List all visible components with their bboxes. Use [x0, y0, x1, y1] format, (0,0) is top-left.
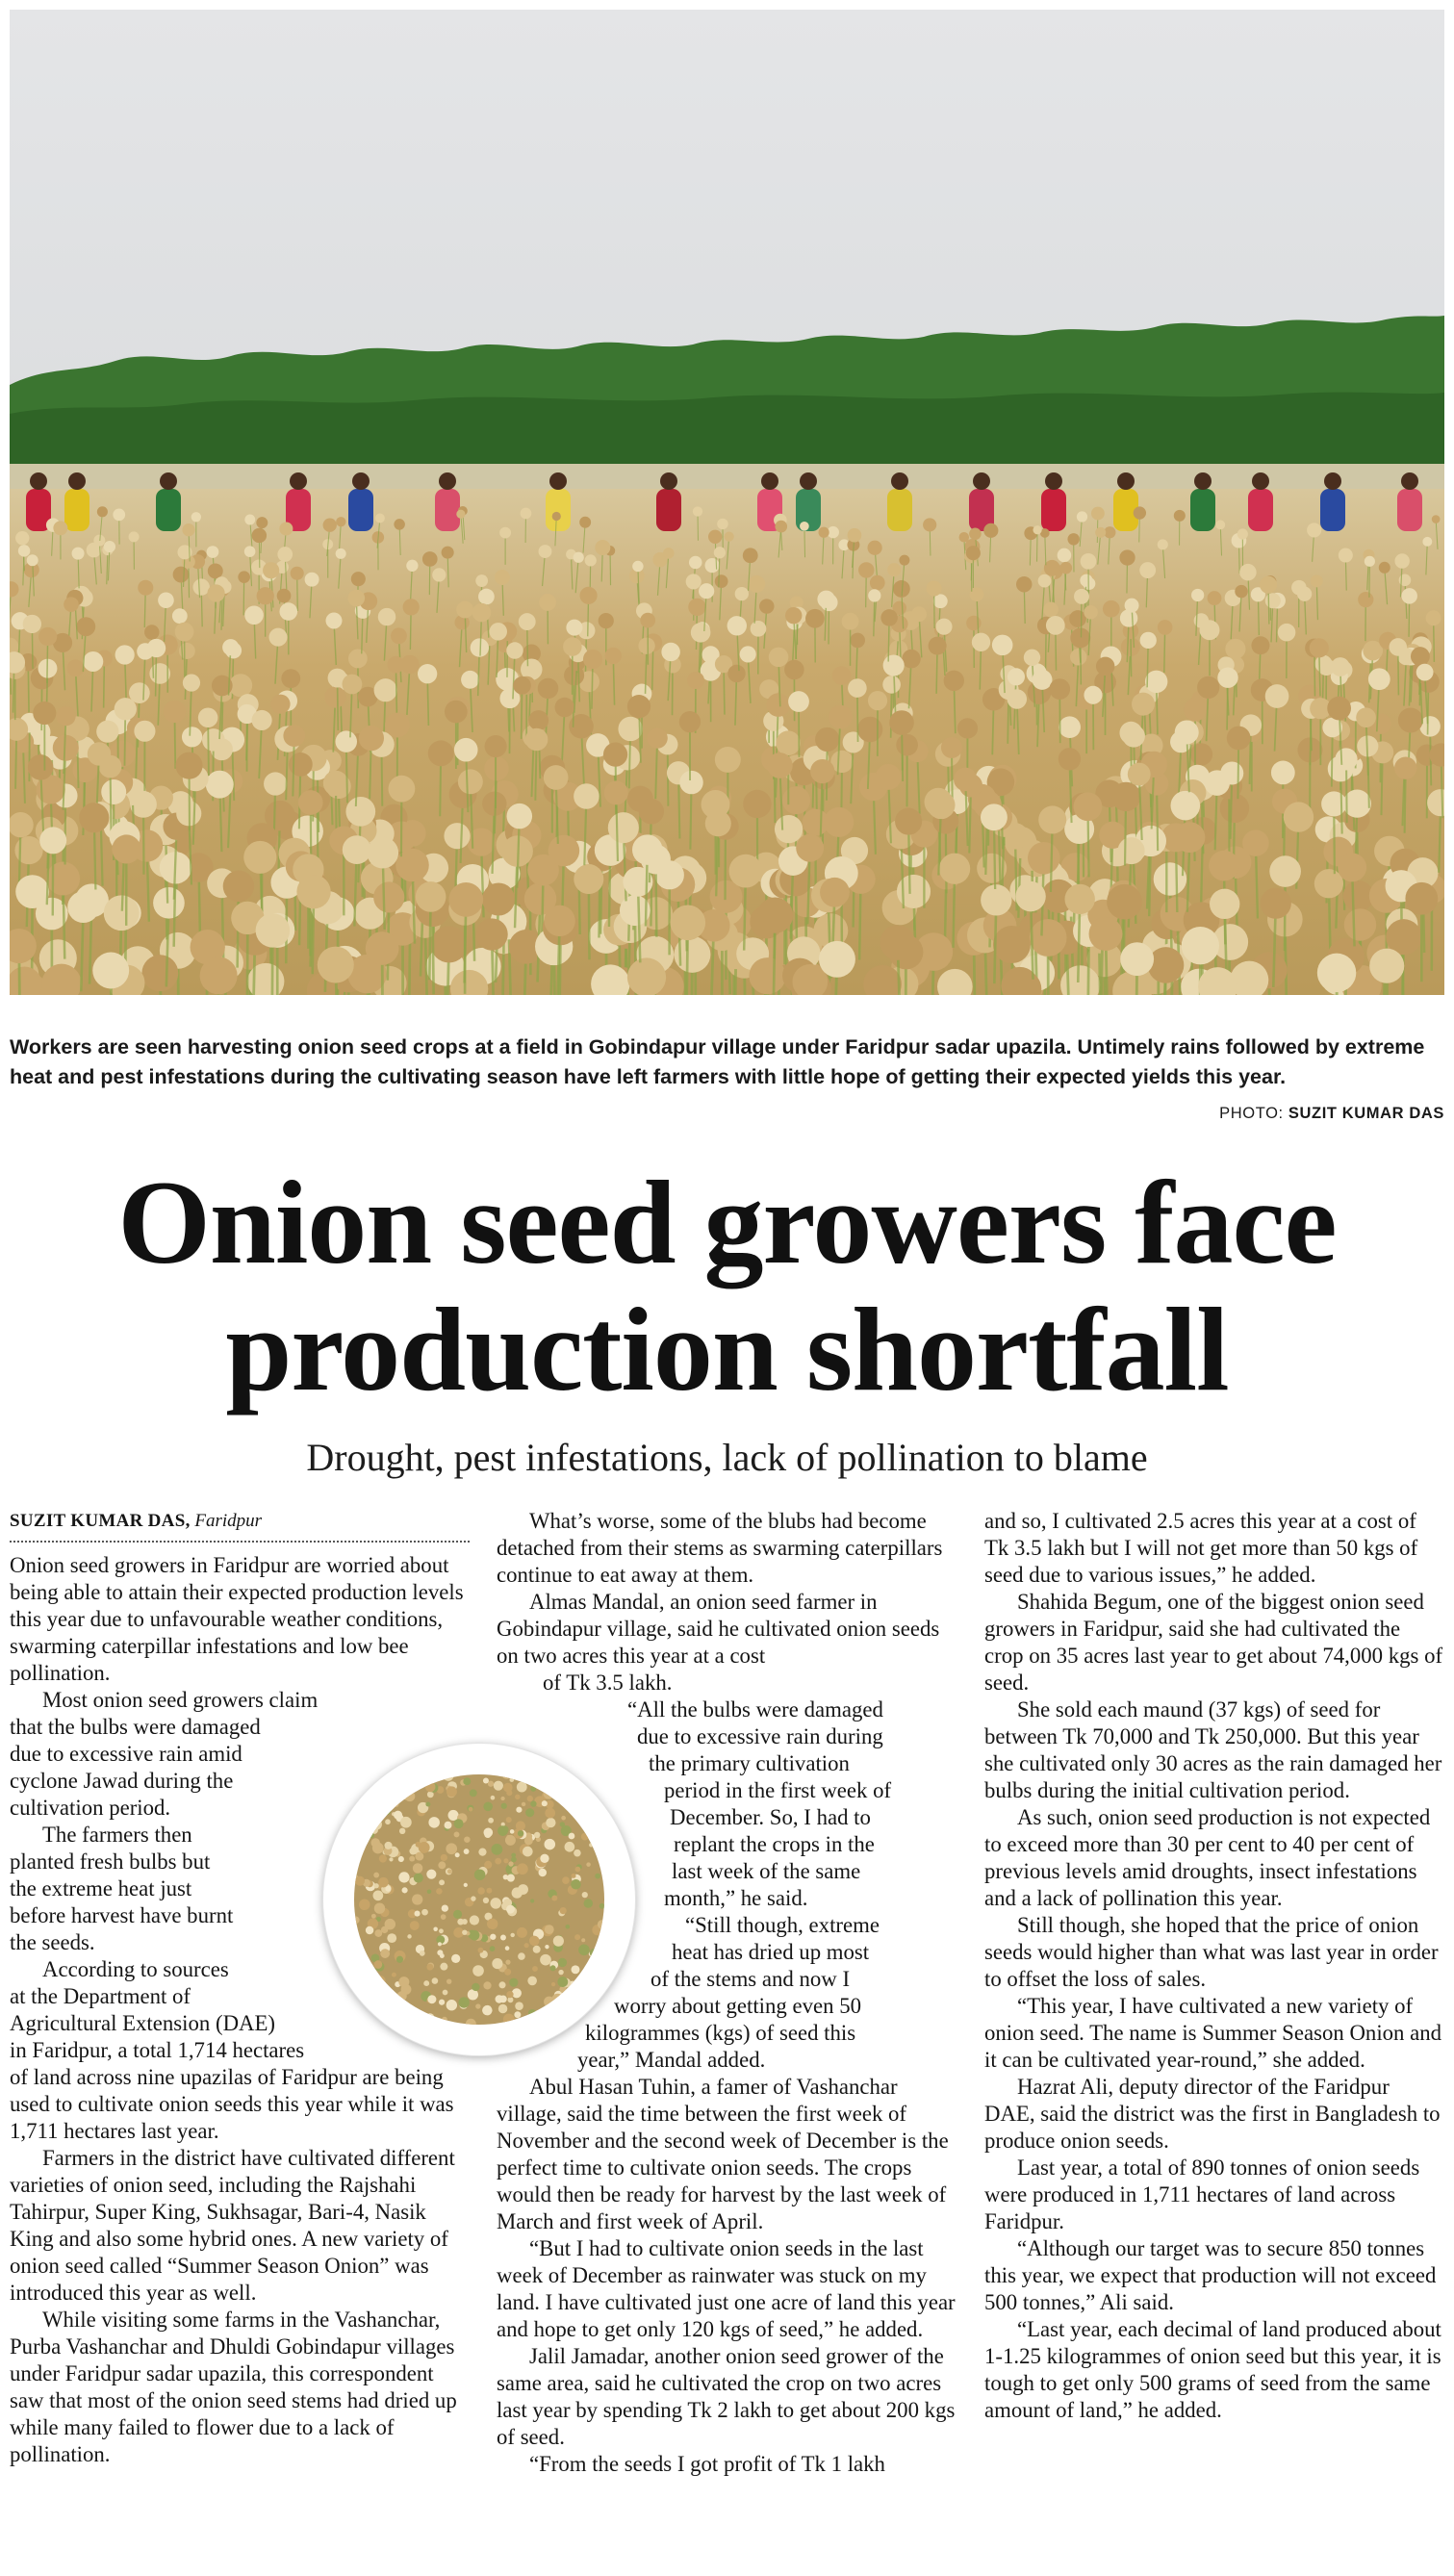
paragraph: Shahida Begum, one of the biggest onion seed growers in Faridpur, said she had cultivated the crop on 35 acres last year to get about 74,000 kgs of seed.: [984, 1590, 1443, 1695]
headline-line-1: Onion seed growers face: [117, 1157, 1337, 1288]
paragraph: of land across nine upazilas of Faridpur are being used to cultivate onion seeds this year while it was 1,711 hectares last year.: [10, 2065, 454, 2143]
paragraph-line: the seeds.: [10, 1930, 95, 1954]
paragraph: While visiting some farms in the Vashanchar, Purba Vashanchar and Dhuldi Gobindapur villages under Faridpur sadar upazila, this correspondent saw that most of the onion seed stems had dried up while many failed to flower due to a lack of pollination.: [10, 2308, 457, 2466]
main-photo: [10, 10, 1444, 995]
paragraph-line: the extreme heat just: [10, 1876, 192, 1900]
inset-photo: [354, 1774, 604, 2025]
paragraph-line: in Faridpur, a total 1,714 hectares: [10, 2038, 305, 2062]
paragraph: Last year, a total of 890 tonnes of onion seeds were produced in 1,711 hectares of land across Faridpur.: [984, 2155, 1420, 2233]
paragraph-line: worry about getting even 50: [614, 1994, 862, 2018]
article-column-3: [984, 1508, 1444, 2424]
paragraph: “But I had to cultivate onion seeds in the last week of December as rainwater was stuck on my land. I have cultivated just one acre of land this year and hope to get only 120 kgs of seed,” he added.: [497, 2236, 956, 2341]
paragraph-line: December. So, I had to: [670, 1805, 871, 1829]
paragraph-line: due to excessive rain during: [637, 1724, 883, 1748]
paragraph-line: due to excessive rain amid: [10, 1742, 242, 1766]
paragraph-line: at the Department of: [10, 1984, 191, 2008]
paragraph: Abul Hasan Tuhin, a famer of Vashanchar village, said the time between the first week of November and the second week of December is the perfect time to cultivate onion seeds. The crops would then be ready for harvest by the last week of March and first week of April.: [497, 2075, 949, 2233]
paragraph-line: “Still though, extreme: [685, 1913, 880, 1937]
subheadline: Drought, pest infestations, lack of pollination to blame: [306, 1436, 1148, 1479]
paragraph: and so, I cultivated 2.5 acres this year at a cost of Tk 3.5 lakh but I will not get more than 50 kgs of seed due to various issues,” he added.: [984, 1509, 1418, 1587]
paragraph: Hazrat Ali, deputy director of the Faridpur DAE, said the district was the first in Bangladesh to produce onion seeds.: [984, 2075, 1441, 2153]
paragraph-line: period in the first week of: [664, 1778, 892, 1802]
paragraph-line: that the bulbs were damaged: [10, 1715, 261, 1739]
paragraph-line: kilogrammes (kgs) of seed this: [585, 2021, 856, 2045]
paragraph: Farmers in the district have cultivated different varieties of onion seed, including the Rajshahi Tahirpur, Super King, Sukhsagar, Bari-4, Nasik King and also some hybrid ones. A new variety of onion seed called “Summer Season Onion” was introduced this year as well.: [10, 2146, 455, 2305]
paragraph-line: before harvest have burnt: [10, 1903, 234, 1927]
paragraph-line: “All the bulbs were damaged: [627, 1697, 883, 1722]
headline-line-2: production shortfall: [225, 1284, 1229, 1416]
paragraph: Still though, she hoped that the price of onion seeds would higher than what was last year in order to offset the loss of sales.: [984, 1913, 1439, 1991]
paragraph-line: of the stems and now I: [650, 1967, 851, 1991]
paragraph: “From the seeds I got profit of Tk 1 lakh: [529, 2452, 885, 2476]
inset-photo-frame: [323, 1744, 635, 2055]
paragraph-line: planted fresh bulbs but: [10, 1849, 211, 1874]
photo-credit-label: PHOTO:: [1219, 1105, 1284, 1122]
photo-credit-name: SUZIT KUMAR DAS: [1288, 1105, 1444, 1122]
paragraph: “Last year, each decimal of land produced about 1-1.25 kilogrammes of onion seed but this year, it is tough to get only 500 grams of seed from the same amount of land,” he added.: [984, 2317, 1441, 2422]
paragraph-line: year,” Mandal added.: [577, 2048, 766, 2072]
photo-credit: [1219, 1105, 1444, 1123]
paragraph: She sold each maund (37 kgs) of seed for between Tk 70,000 and Tk 250,000. But this year she cultivated only 30 acres as the rain damaged her bulbs during the initial cultivation period.: [984, 1697, 1442, 1802]
photo-caption: Workers are seen harvesting onion seed crops at a field in Gobindapur village under Faridpur sadar upazila. Untimely rains followed by extreme heat and pest infestations during the cultivating season have left farmers with little hope of getting their expected yields this year.: [10, 1035, 1425, 1088]
paragraph: As such, onion seed production is not expected to exceed more than 30 per cent to 40 per cent of previous levels amid droughts, insect infestations and a lack of pollination this year.: [984, 1805, 1431, 1910]
byline-location: Faridpur: [194, 1511, 263, 1531]
paragraph-line: the primary cultivation: [649, 1751, 850, 1775]
paragraph-line: replant the crops in the: [674, 1832, 875, 1856]
paragraph-line: According to sources: [42, 1957, 229, 1981]
onion-field-photo: [10, 10, 1444, 995]
headline: [0, 1157, 1454, 1416]
paragraph-line: Most onion seed growers claim: [42, 1688, 319, 1712]
paragraph-line: The farmers then: [42, 1823, 192, 1847]
paragraph-line: heat has dried up most: [672, 1940, 870, 1964]
paragraph-line: Agricultural Extension (DAE): [10, 2011, 276, 2035]
byline-author: SUZIT KUMAR DAS,: [10, 1511, 191, 1531]
inset-onion-field-photo: [354, 1774, 604, 2025]
paragraph-line: last week of the same: [672, 1859, 861, 1883]
paragraph: What’s worse, some of the blubs had become detached from their stems as swarming caterpillars continue to eat away at them.: [497, 1509, 943, 1587]
paragraph-line: cultivation period.: [10, 1796, 171, 1820]
paragraph: “This year, I have cultivated a new variety of onion seed. The name is Summer Season Onion and it can be cultivated year-round,” she added.: [984, 1994, 1442, 2072]
paragraph: Jalil Jamadar, another onion seed grower of the same area, said he cultivated the crop on two acres last year by spending Tk 2 lakh to get about 200 kgs of seed.: [497, 2344, 956, 2449]
paragraph: Almas Mandal, an onion seed farmer in Gobindapur village, said he cultivated onion seeds on two acres this year at a cost: [497, 1590, 940, 1668]
paragraph-line: month,” he said.: [664, 1886, 808, 1910]
byline: [10, 1508, 470, 1543]
paragraph: Onion seed growers in Faridpur are worried about being able to attain their expected production levels this year due to unfavourable weather conditions, swarming caterpillar infestations and low bee pollination.: [10, 1553, 464, 1685]
paragraph-line: of Tk 3.5 lakh.: [543, 1671, 673, 1695]
paragraph: “Although our target was to secure 850 tonnes this year, we expect that production will not exceed 500 tonnes,” Ali said.: [984, 2236, 1437, 2314]
paragraph-line: cyclone Jawad during the: [10, 1769, 234, 1793]
